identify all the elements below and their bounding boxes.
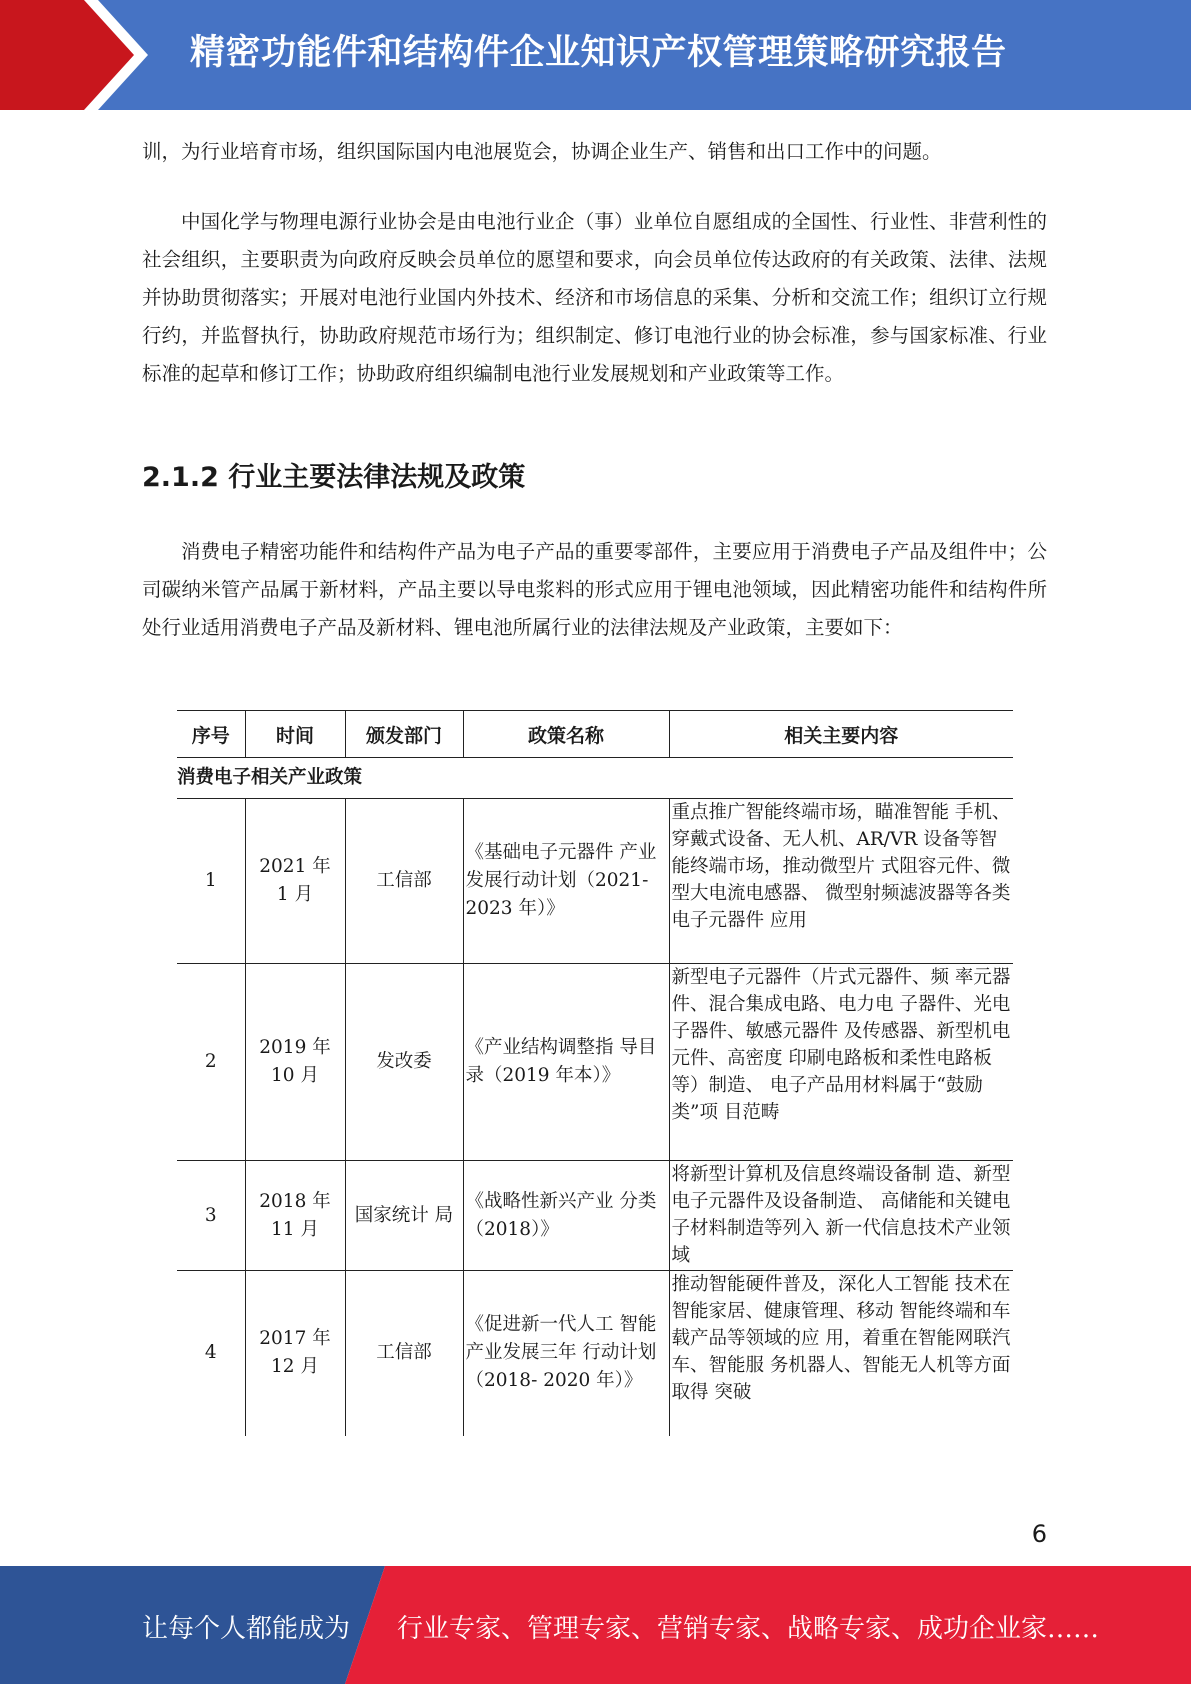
- cell-month: 11 月: [271, 1218, 319, 1240]
- table-row: [177, 799, 1013, 964]
- cell-month: 10 月: [271, 1065, 319, 1086]
- cell-year: 2019 年: [259, 1037, 331, 1058]
- cell-dept: 工信部: [345, 799, 463, 964]
- cell-time: [245, 964, 345, 1161]
- category-row: [177, 758, 1013, 799]
- cell-policy-name: 《产业结构调整指 导目录（2019 年本）》: [463, 964, 669, 1161]
- page-footer: [0, 1566, 1191, 1684]
- section-heading: 2.1.2 行业主要法律法规及政策: [142, 462, 526, 493]
- report-title: 精密功能件和结构件企业知识产权管理策略研究报告: [190, 33, 1007, 73]
- table-row: [177, 1271, 1013, 1436]
- table-header-row: [177, 711, 1013, 758]
- cell-seq: 2: [177, 964, 245, 1161]
- cell-seq: 4: [204, 1342, 217, 1364]
- header-dept: 颁发部门: [345, 711, 463, 758]
- cell-dept: 国家统计 局: [345, 1161, 463, 1271]
- paragraph-intro-continued: 训，为行业培育市场，组织国际国内电池展览会，协调企业生产、销售和出口工作中的问题。: [142, 140, 942, 163]
- cell-time: [245, 1161, 345, 1271]
- table-row: [177, 964, 1013, 1161]
- footer-slogan-left: 让每个人都能成为: [142, 1614, 351, 1644]
- cell-time: [245, 1271, 345, 1436]
- cell-policy-name: 《促进新一代人工 智能产业发展三年 行动计划（2018- 2020 年）》: [463, 1271, 669, 1436]
- page-header: [0, 0, 1191, 110]
- cell-content: 重点推广智能终端市场，瞄准智能 手机、穿戴式设备、无人机、AR/VR 设备等智能终端市场，推动微型片 式阻容元件、微型大电流电感器、 微型射频滤波器等各类电子元器件 应用: [669, 799, 1013, 964]
- cell-policy-name: 《基础电子元器件 产业发展行动计划（2021-2023 年）》: [463, 799, 669, 964]
- cell-year: 2017 年: [259, 1328, 331, 1350]
- cell-year: 2021 年: [259, 856, 331, 877]
- page-number: 6: [1031, 1520, 1047, 1548]
- cell-seq: 3: [177, 1161, 245, 1271]
- cell-month: 1 月: [276, 884, 314, 905]
- cell-time: [245, 799, 345, 964]
- paragraph-policy-intro: 消费电子精密功能件和结构件产品为电子产品的重要零部件，主要应用于消费电子产品及组件中；公司碳纳米管产品属于新材料，产品主要以导电浆料的形式应用于锂电池领域，因此精密功能件和结构件所处行业适用消费电子产品及新材料、锂电池所属行业的法律法规及产业政策，主要如下：: [142, 540, 1047, 639]
- header-policy-name: 政策名称: [463, 711, 669, 758]
- cell-month: 12 月: [271, 1356, 319, 1378]
- cell-policy-name: 《战略性新兴产业 分类（2018）》: [463, 1161, 669, 1271]
- header-seq: 序号: [177, 711, 245, 758]
- cell-dept: 工信部: [345, 1271, 463, 1436]
- header-content: 相关主要内容: [669, 711, 1013, 758]
- cell-content: 新型电子元器件（片式元器件、频 率元器件、混合集成电路、电力电 子器件、光电子器件、敏感元器件 及传感器、新型机电元件、高密度 印刷电路板和柔性电路板等）制造、 电子产品用材料属于“鼓励类”项 目范畴: [669, 964, 1013, 1161]
- cell-content: 推动智能硬件普及，深化人工智能 技术在智能家居、健康管理、移动 智能终端和车载产品等领域的应 用，着重在智能网联汽车、智能服 务机器人、智能无人机等方面取得 突破: [669, 1271, 1013, 1436]
- header-time: 时间: [245, 711, 345, 758]
- category-label: 消费电子相关产业政策: [177, 758, 1013, 799]
- cell-seq: 1: [177, 799, 245, 964]
- cell-year: 2018 年: [259, 1190, 331, 1212]
- paragraph-association: 中国化学与物理电源行业协会是由电池行业企（事）业单位自愿组成的全国性、行业性、非营利性的社会组织，主要职责为向政府反映会员单位的愿望和要求，向会员单位传达政府的有关政策、法律、法规并协助贯彻落实；开展对电池行业国内外技术、经济和市场信息的采集、分析和交流工作；组织订立行规行约，并监督执行，协助政府规范市场行为；组织制定、修订电池行业的协会标准，参与国家标准、行业标准的起草和修订工作；协助政府组织编制电池行业发展规划和产业政策等工作。: [142, 210, 1047, 385]
- cell-content: 将新型计算机及信息终端设备制 造、新型电子元器件及设备制造、 高储能和关键电子材料制造等列入 新一代信息技术产业领域: [669, 1161, 1013, 1271]
- cell-dept: 发改委: [345, 964, 463, 1161]
- footer-slogan-right: 行业专家、管理专家、营销专家、战略专家、成功企业家……: [397, 1614, 1100, 1644]
- policy-table: [177, 710, 1013, 1436]
- table-row: [177, 1161, 1013, 1271]
